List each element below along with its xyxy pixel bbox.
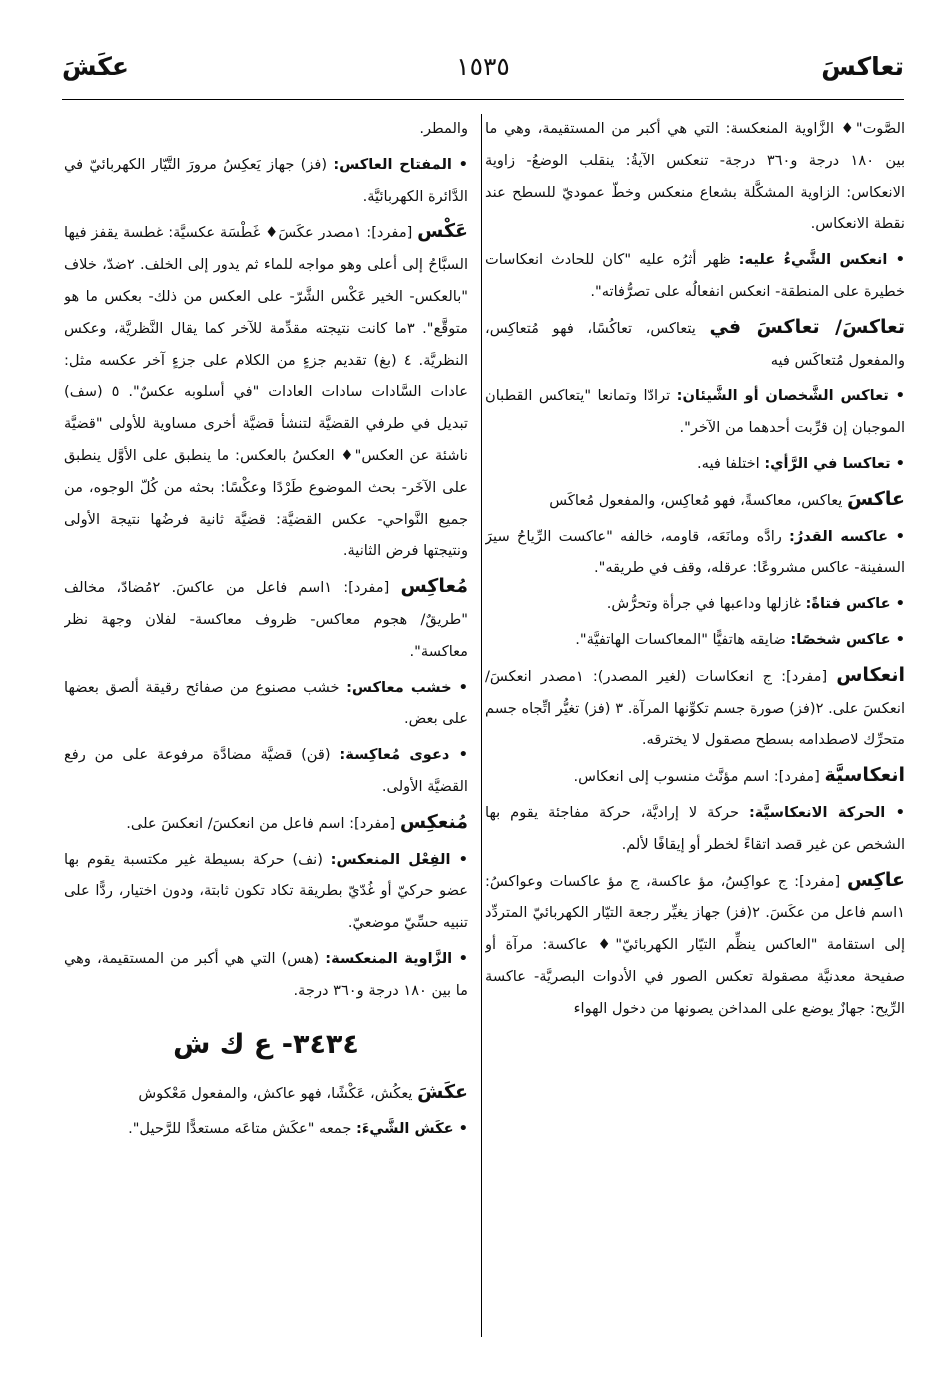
definition-text: غازلها وداعبها في جرأة وتحرُّش. <box>606 595 806 613</box>
definition-text: يعاكس، معاكسةً، فهو مُعاكِس، والمفعول مُعاكَس <box>549 491 847 509</box>
sub-headword: • تعاكسا في الرَّأي: <box>764 454 905 472</box>
definition-text: الصَّوت"♦ الزَّاوية المنعكسة: التي هي أكبر من المستقيمة، وهي ما بين ١٨٠ درجة و٣٦٠ درجة- تنعكس الآيةُ: ينقلب الوضعُ- زاوية الانعكاس: الزاوية المشكَّلة بشعاع منعكس وخطّ عموديّ للسطح عند نقطة الانعكاس. <box>485 120 905 233</box>
sub-entry <box>485 588 905 620</box>
sub-headword: • الزَّاوية المنعكسة: <box>325 949 468 967</box>
sub-headword: • عاكس شخصًا: <box>790 630 905 648</box>
sub-headword: • عاكسه القدرُ: <box>789 527 905 545</box>
headword: تعاكسَ/ تعاكسَ في <box>709 315 905 338</box>
sub-headword: • عكَش الشَّيءَ: <box>356 1120 468 1138</box>
left-column <box>64 113 468 1348</box>
header-rule <box>62 99 904 100</box>
sub-entry <box>64 943 468 1007</box>
definition-text: [مفرد]: اسم فاعل من انعكسَ/ انعكسَ على. <box>126 814 400 832</box>
sub-entry <box>64 844 468 939</box>
sub-headword: • الحركة الانعكاسيَّة: <box>748 803 905 821</box>
page-header <box>62 46 904 98</box>
header-guide-word-right: تعاكسَ <box>821 52 904 81</box>
dictionary-entry <box>485 865 905 1025</box>
definition-text: ترادّا وتمانعا "يتعاكس القطبان الموجبان إن قرِّبت أحدهما من الآخر". <box>485 387 905 437</box>
sub-headword: • عاكس فتاةً: <box>805 595 905 613</box>
definition-text: ضايقه هاتفيًّا "المعاكسات الهاتفيَّة". <box>575 630 791 648</box>
definition-text: والمطر. <box>419 120 468 137</box>
definition-text: حركة لا إراديَّة، حركة مفاجئة يقوم بها الشخص عن غير قصد اتقاءً لخطر أو إيقافًا لألم. <box>485 803 905 853</box>
definition-text: (فز) جهاز يَعكِسُ مرورَ التَّيّار الكهربائيّ في الدَّائرة الكهربائيَّة. <box>64 155 468 205</box>
sub-entry <box>485 797 905 861</box>
column-divider <box>481 114 482 1337</box>
sub-entry <box>64 672 468 736</box>
entry-text <box>64 113 468 145</box>
definition-text: (هس) التي هي أكبر من المستقيمة، وهي ما بين ١٨٠ درجة و٣٦٠ درجة. <box>64 949 468 999</box>
definition-text: ظهر أثرُه عليه "كان للحادث انعكاسات خطيرة على المنطقة- انعكس انفعالُه على تصرُّفاته". <box>485 251 905 300</box>
sub-headword: • الفِعْل المنعكس: <box>330 850 468 868</box>
definition-text: [مفرد]: ١مصدر عكَسَ♦ غَطْسَة عكسيَّة: غطسة يقفز فيها السبَّاحُ إلى أعلى وهو مواجه للماء ثم يدور إلى الخلف. ٢ضدّ، خلاف "بالعكس- الخير عَكْس الشَّرّ- على العكس من ذلك- بعكس ما هو متوقَّع". ٣ما كانت نتيجته مقدِّمة للآخر كما يقال النَّظريَّة، وعكس النظريَّة. ٤ (بغ) تقديم جزءٍ من الكلام على جزءٍ آخر عكسه مثل: عادات السَّادات سادات العادات "في أسلوبه عكسٌ". ٥ (سف) تبديل في طرفي القضيَّة لتنشأ قضيَّة أخرى مساوية للأولى "قضيَّة ناشئة عن العكس"♦ العكسُ بالعكس: ما ينطبق على الأوَّل ينطبق على الآخَر- بحث الموضوع طَرْدًا وعكْسًا: بحثه من كُلّ الوجوه، من جميع النَّواحي- عكس القضيَّة: قضيَّة ثانية فرضُها نتيجة الأولى ونتيجتها فرض الثانية. <box>64 224 468 560</box>
definition-text: يتعاكس، تعاكُسًا، فهو مُتعاكِس، والمفعول مُتعاكَس فيه <box>485 319 905 369</box>
definition-text: خشب مصنوع من صفائح رقيقة ألصق بعضها على بعض. <box>64 678 468 728</box>
sub-entry <box>485 624 905 656</box>
dictionary-entry <box>64 571 468 667</box>
sub-entry <box>485 521 905 585</box>
root-heading <box>64 1025 468 1065</box>
dictionary-entry <box>64 807 468 840</box>
definition-text: [مفرد]: ج انعكاسات (لغير المصدر): ١مصدر انعكسَ/ انعكسَ على. ٢(فز) صورة جسم تكوِّنها المرآة. ٣ (فز) تغيُّر اتِّجاه جسم متحرِّك لاصطدامه بسطح مصقول لا يخترقه. <box>485 667 905 749</box>
definition-text: (نف) حركة بسيطة غير مكتسبة يقوم بها عضو حركيّ أو غُدّيّ بطريقة تكاد تكون ثابتة، ودون اختيار، ردًّا على تنبيه حسِّيّ موضعيّ. <box>64 850 468 932</box>
definition-text: [مفرد]: ١اسم فاعل من عاكسَ. ٢مُضادّ، مخالف "طريقٌ/ هجوم معاكس- ظروف معاكسة- لفلان وجهة نظر معاكسة". <box>64 579 468 660</box>
dictionary-entry <box>485 760 905 793</box>
headword: عاكسَ <box>846 487 905 510</box>
definition-text: اختلفا فيه. <box>697 454 765 472</box>
definition-text: رادَّه ومانَعَه، قاومه، خالفه "عاكست الرِّياحُ سيرَ السفينة- عاكس مشروعًا: عرقله، وقف في طريقه". <box>485 527 905 577</box>
headword: مُنعكِس <box>399 810 468 833</box>
dictionary-entry <box>64 216 468 567</box>
definition-text: جمعه "عكَش متاعَه مستعدًّا للرَّحيل". <box>128 1120 357 1138</box>
sub-entry <box>485 244 905 308</box>
sub-entry <box>485 380 905 444</box>
headword: انعكاس <box>836 663 905 686</box>
dictionary-entry <box>485 312 905 377</box>
dictionary-entry <box>485 660 905 756</box>
sub-headword: • دعوى مُعاكِسة: <box>339 746 468 764</box>
right-column <box>485 113 905 1348</box>
entry-text <box>485 113 905 240</box>
headword: عَكْس <box>417 220 468 243</box>
definition-text: [مفرد]: ج عواكِسُ، مؤ عاكسة، ج مؤ عاكسات وعواكسُ: ١اسم فاعل من عكَسَ. ٢(فز) جهاز يغيِّر رجعة التيّار الكهربائيّ المتردِّد إلى استقامة "العاكس ينظِّم التيّار الكهربائيّ"♦ عاكسة: مرآة أو صفيحة معدنيَّة مصقولة تعكس الصور في الأدوات البصريَّة- عاكسة الرِّيح: جهازٌ يوضع على المداخن يصونها من دخول الهواء <box>485 872 905 1017</box>
sub-headword: • انعكس الشَّيءُ عليه: <box>738 251 905 269</box>
dictionary-entry <box>64 1077 468 1110</box>
sub-entry <box>64 739 468 803</box>
sub-headword: • تعاكس الشَّخصان أو الشَّيئان: <box>676 387 905 405</box>
headword: عكَشَ <box>417 1080 468 1103</box>
header-guide-word-left: عكَشَ <box>62 52 129 81</box>
definition-text: يعكُش، عَكْشًا، فهو عاكش، والمفعول مَعْكوش <box>138 1084 418 1102</box>
definition-text: (قن) قضيَّة مضادَّة مرفوعة على من رفع القضيَّة الأولى. <box>64 746 468 795</box>
sub-entry <box>64 149 468 213</box>
page-number: ١٥٣٥ <box>456 52 510 81</box>
sub-entry <box>64 1113 468 1145</box>
sub-headword: • خشب معاكس: <box>346 678 468 696</box>
dictionary-entry <box>485 484 905 517</box>
definition-text: [مفرد]: اسم مؤنَّث منسوب إلى انعكاس. <box>573 768 825 786</box>
headword: عاكِس <box>846 868 905 891</box>
headword: انعكاسيَّة <box>824 764 905 787</box>
definition-text: ٣٤٣٤- ع ك ش <box>173 1028 359 1060</box>
sub-headword: • المفتاح العاكس: <box>333 155 468 173</box>
sub-entry <box>485 448 905 480</box>
headword: مُعاكِس <box>400 575 468 598</box>
